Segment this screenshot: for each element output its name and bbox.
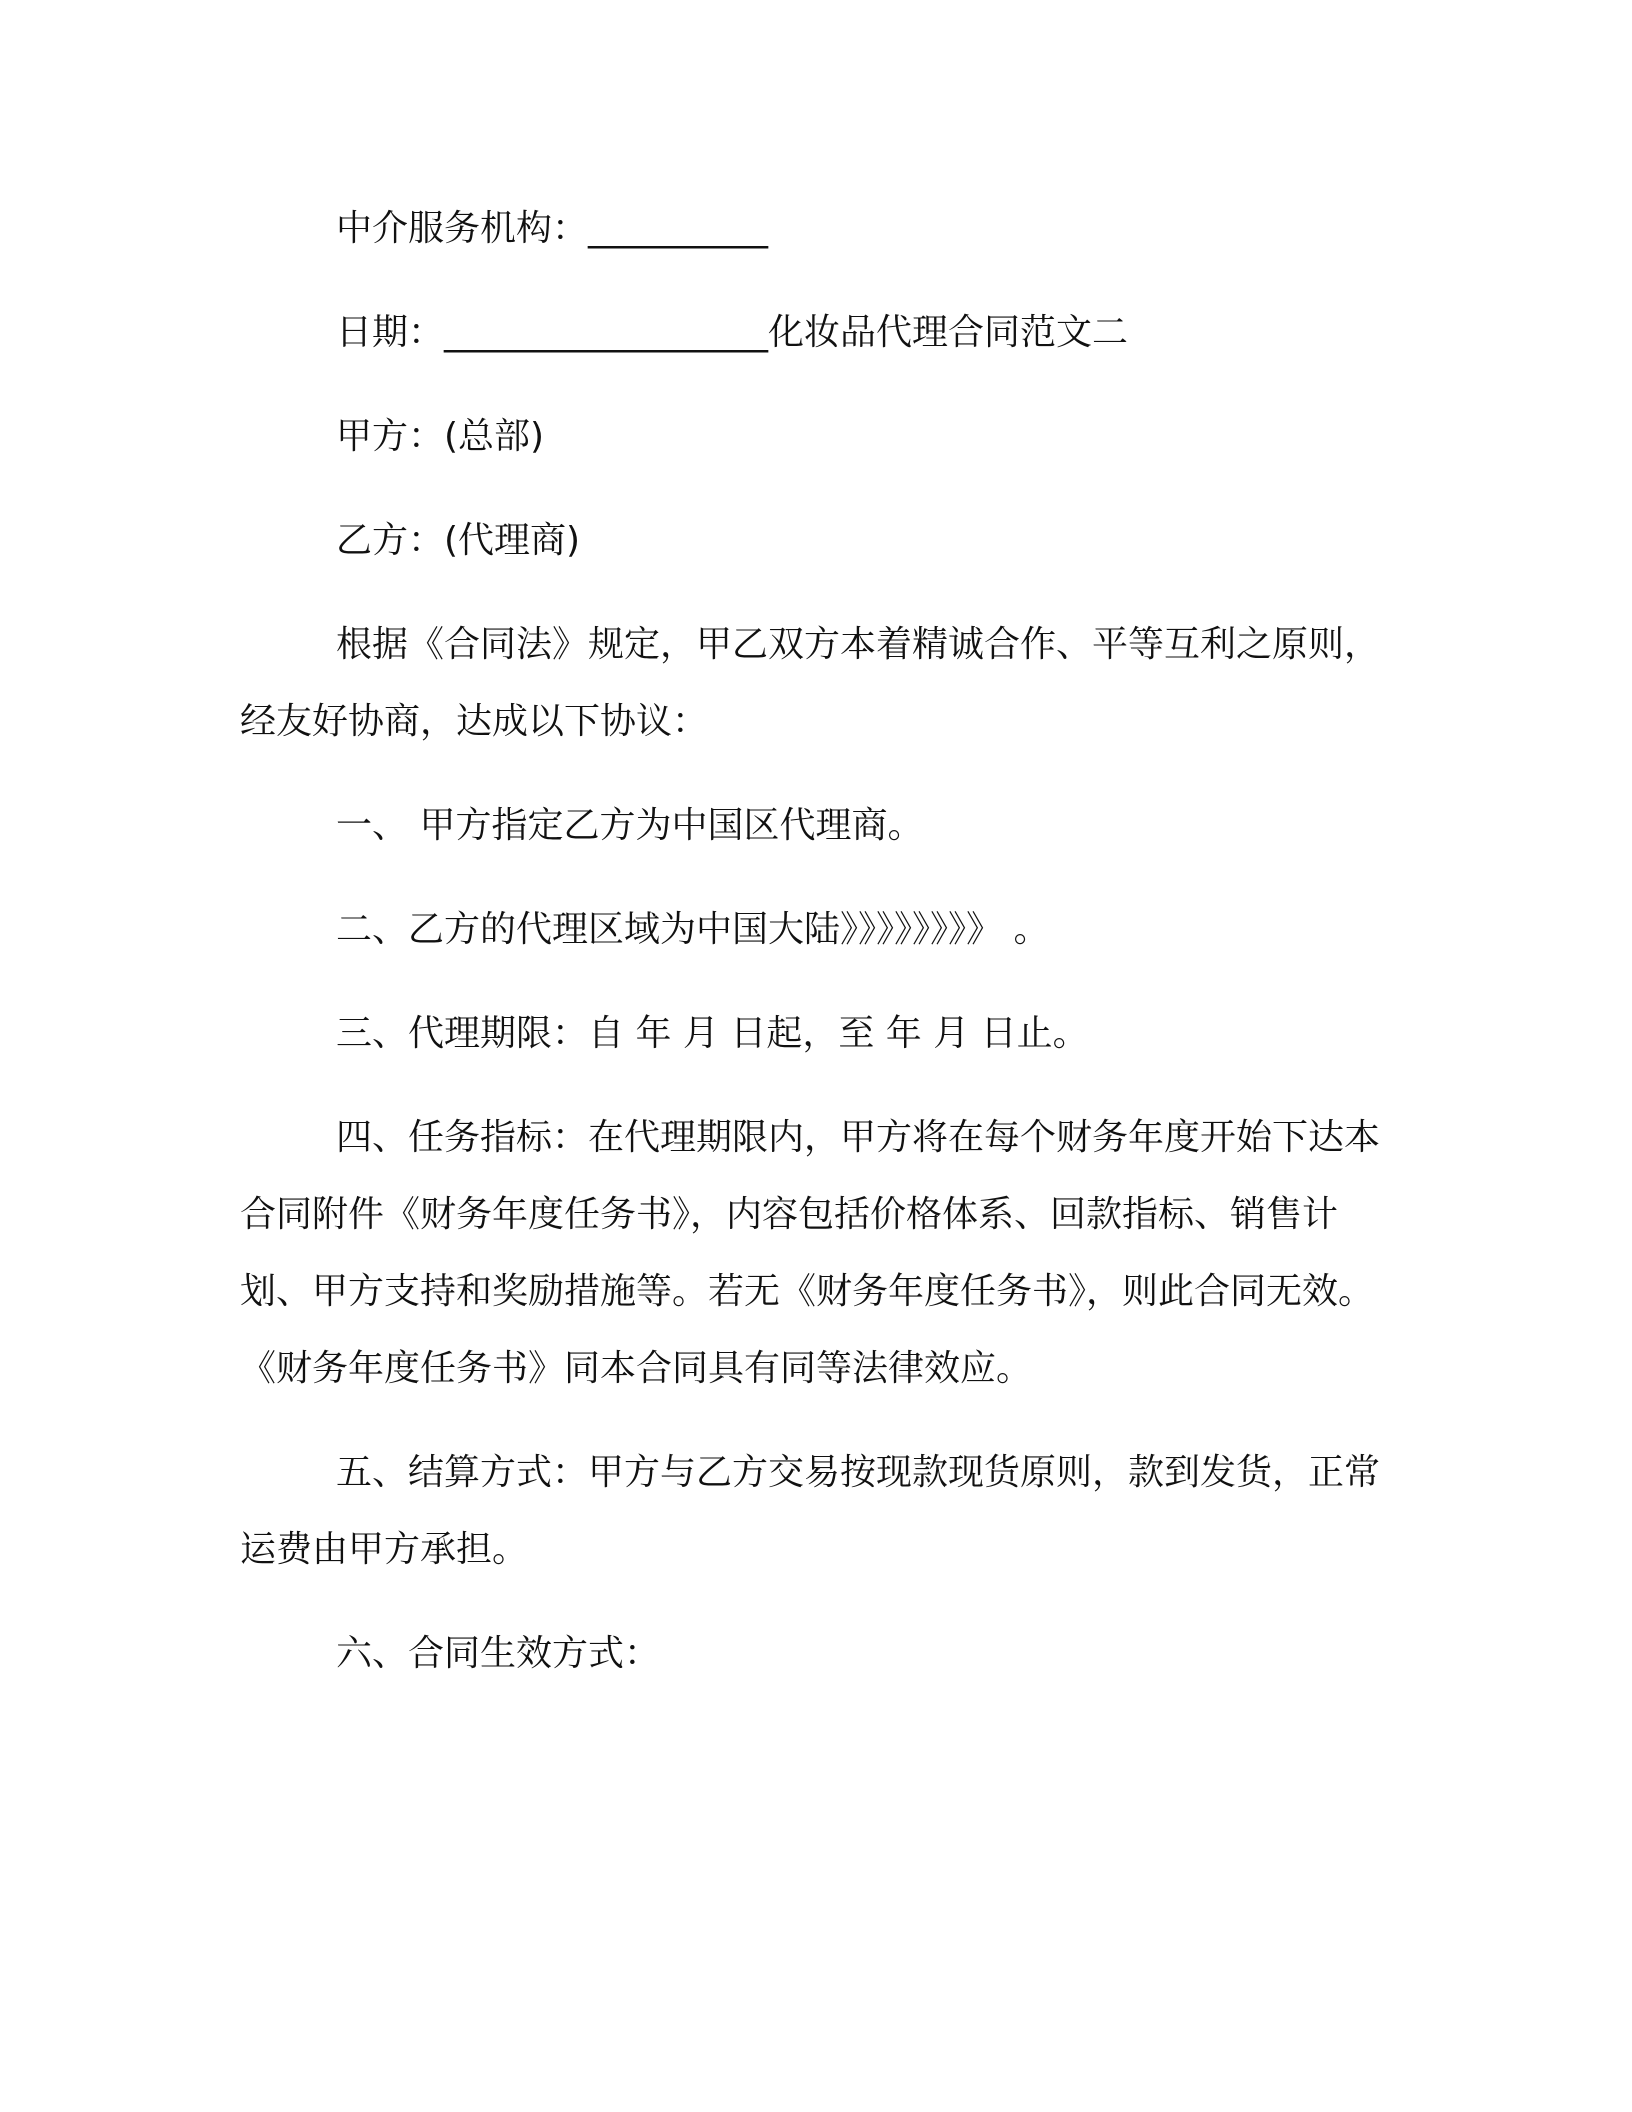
clause-3: 三、代理期限：自 年 月 日起，至 年 月 日止。 bbox=[336, 1013, 1089, 1054]
date-line: 日期：__________________化妆品代理合同范文二 bbox=[336, 312, 1129, 353]
clause-5: 五、结算方式：甲方与乙方交易按现款现货原则，款到发货，正常运费由甲方承担。 bbox=[240, 1452, 1381, 1570]
document-body bbox=[240, 190, 1400, 1692]
intro-paragraph: 根据《合同法》规定，甲乙双方本着精诚合作、平等互利之原则，经友好协商，达成以下协议： bbox=[240, 624, 1381, 742]
party-b-line: 乙方：(代理商) bbox=[336, 520, 581, 561]
party-a-line: 甲方：(总部) bbox=[336, 416, 545, 457]
clause-2: 二、乙方的代理区域为中国大陆》》》》》》》》 。 bbox=[336, 909, 1050, 950]
agency-line: 中介服务机构：__________ bbox=[336, 208, 769, 249]
clause-1: 一、 甲方指定乙方为中国区代理商。 bbox=[336, 805, 924, 846]
clause-6: 六、合同生效方式： bbox=[336, 1633, 661, 1674]
clause-4: 四、任务指标：在代理期限内，甲方将在每个财务年度开始下达本合同附件《财务年度任务书》，内容包括价格体系、回款指标、销售计划、甲方支持和奖励措施等。若无《财务年度任务书》，则此合同无效。《财务年度任务书》同本合同具有同等法律效应。 bbox=[240, 1117, 1381, 1389]
